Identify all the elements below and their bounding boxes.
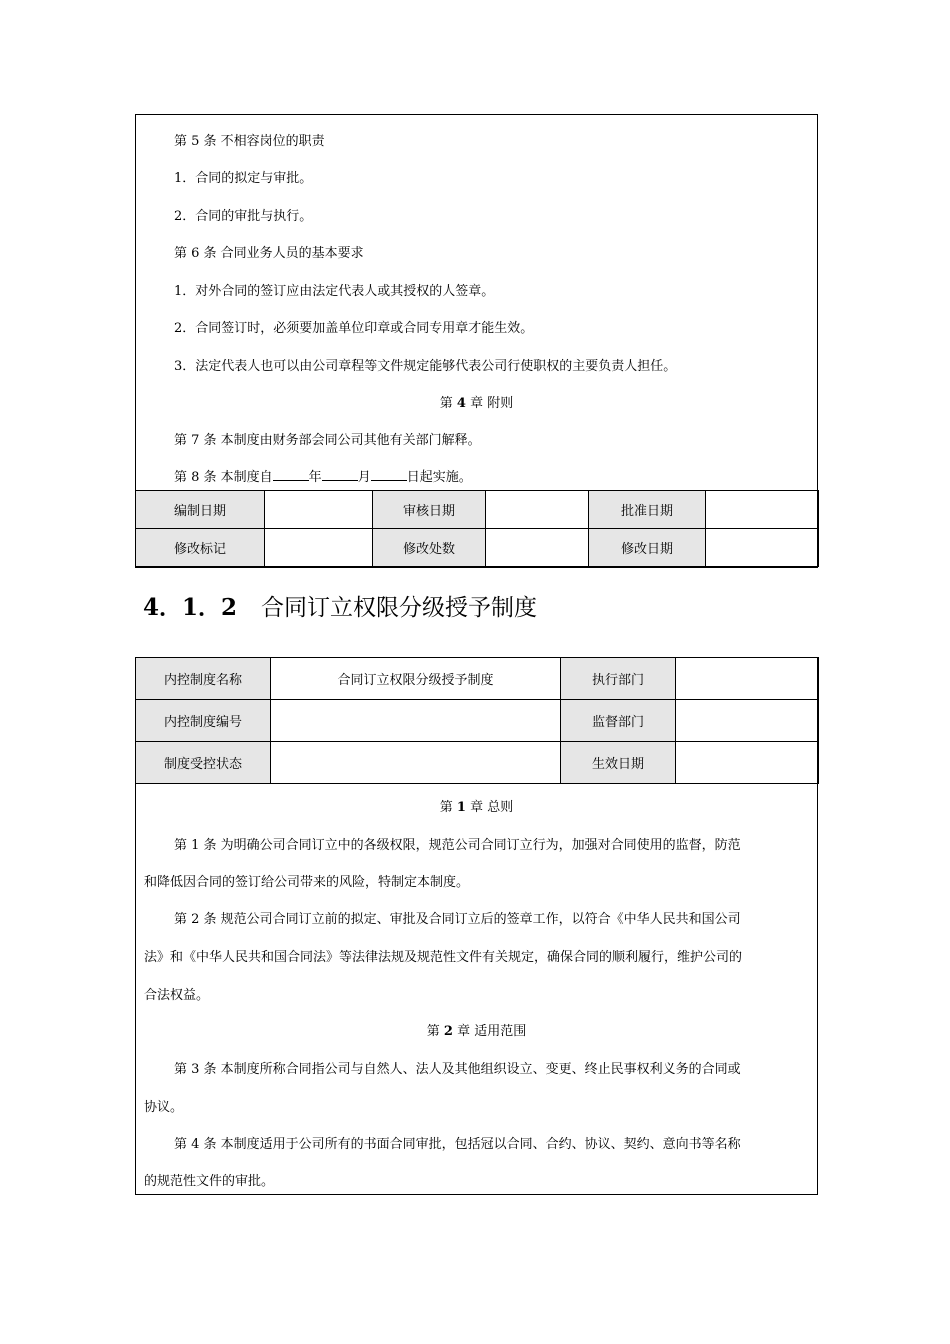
compile-date-value	[265, 491, 373, 529]
section-heading	[143, 589, 537, 622]
chapter-2-heading: 第 2 章 适用范围	[426, 1024, 527, 1039]
revision-mark-label: 修改标记	[136, 529, 265, 567]
article-4-line-1: 第 4 条 本制度适用于公司所有的书面合同审批，包括冠以合同、合约、协议、契约、意向书等名称	[174, 1137, 741, 1152]
revision-date-value	[706, 529, 819, 567]
article-6-item-1: 1．对外合同的签订应由法定代表人或其授权的人签章。	[174, 284, 495, 299]
effective-date-label: 生效日期	[561, 742, 676, 784]
chapter-1-heading: 第 1 章 总则	[439, 800, 514, 815]
regulation-body	[135, 657, 818, 1195]
approval-table	[135, 490, 819, 567]
article-1-line-2: 和降低因合同的签订给公司带来的风险，特制定本制度。	[144, 875, 470, 890]
revision-mark-value	[265, 529, 373, 567]
article-8: 第 8 条 本制度自 年 月 日起实施。	[174, 470, 472, 485]
regulation-name-label: 内控制度名称	[136, 658, 271, 700]
article-6-item-3: 3．法定代表人也可以由公司章程等文件规定能够代表公司行使职权的主要负责人担任。	[174, 359, 677, 374]
article-3-line-1: 第 3 条 本制度所称合同指公司与自然人、法人及其他组织设立、变更、终止民事权利义务的合同或	[174, 1062, 741, 1077]
year-blank	[273, 468, 309, 481]
article-7: 第 7 条 本制度由财务部会同公司其他有关部门解释。	[174, 433, 481, 448]
executing-dept-label: 执行部门	[561, 658, 676, 700]
section-title: 合同订立权限分级授予制度	[261, 595, 538, 621]
article-5-title: 第 5 条 不相容岗位的职责	[174, 134, 325, 149]
regulation-name-value: 合同订立权限分级授予制度	[271, 658, 561, 700]
supervising-dept-label: 监督部门	[561, 700, 676, 742]
compile-date-label: 编制日期	[136, 491, 265, 529]
day-blank	[371, 468, 407, 481]
chapter-4-heading: 第 4 章 附则	[439, 396, 514, 411]
article-2-line-3: 合法权益。	[144, 988, 210, 1003]
review-date-value	[486, 491, 589, 529]
article-3-line-2: 协议。	[144, 1100, 184, 1115]
article-1-line-1: 第 1 条 为明确公司合同订立中的各级权限，规范公司合同订立行为，加强对合同使用的监督，防范	[174, 838, 741, 853]
regulation-number-label: 内控制度编号	[136, 700, 271, 742]
article-5-item-1: 1．合同的拟定与审批。	[174, 171, 313, 186]
article-2-line-2: 法》和《中华人民共和国合同法》等法律法规及规范性文件有关规定，确保合同的顺利履行，维护公司的	[144, 950, 743, 965]
review-date-label: 审核日期	[373, 491, 486, 529]
approve-date-label: 批准日期	[589, 491, 706, 529]
month-blank	[322, 468, 358, 481]
revision-count-label: 修改处数	[373, 529, 486, 567]
article-4-line-2: 的规范性文件的审批。	[144, 1174, 275, 1189]
article-5-item-2: 2．合同的审批与执行。	[174, 209, 313, 224]
article-6-title: 第 6 条 合同业务人员的基本要求	[174, 246, 364, 261]
article-2-line-1: 第 2 条 规范公司合同订立前的拟定、审批及合同订立后的签章工作，以符合《中华人民共和国公司	[174, 912, 741, 927]
approval-row-1	[136, 491, 819, 529]
control-status-label: 制度受控状态	[136, 742, 271, 784]
article-6-item-2: 2．合同签订时，必须要加盖单位印章或合同专用章才能生效。	[174, 321, 534, 336]
revision-date-label: 修改日期	[589, 529, 706, 567]
revision-count-value	[486, 529, 589, 567]
section-number: 4．1．2	[143, 594, 238, 621]
approve-date-value	[706, 491, 819, 529]
approval-row-2	[136, 529, 819, 567]
